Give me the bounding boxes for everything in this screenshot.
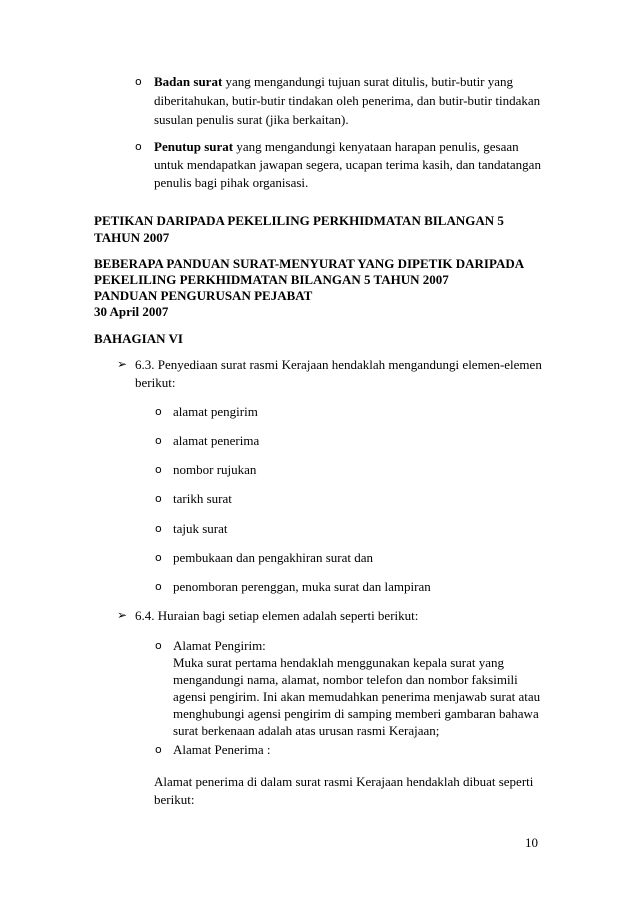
circle-bullet-icon: o [155,522,162,535]
list-item: pembukaan dan pengakhiran surat dan [173,550,373,565]
circle-bullet-icon: o [155,492,162,505]
arrow-bullet-icon: ➢ [117,357,128,371]
circle-bullet-icon: o [155,551,162,564]
text-line: diberitahukan, butir-butir tindakan oleh penerima, dan butir-butir tindakan [154,93,541,108]
term-penutup-surat: Penutup surat [154,139,234,154]
text-line: mengandungi nama, alamat, nombor telefon dan nombor faksimili [173,672,518,687]
text-line: penulis bagi pihak organisasi. [154,175,309,190]
text-line: susulan penulis surat (jika berkaitan). [154,112,349,127]
arrow-bullet-icon: ➢ [117,608,128,622]
heading-petikan-line2: TAHUN 2007 [94,230,170,245]
term-badan-surat: Badan surat [154,74,223,89]
list-item: tajuk surat [173,521,228,536]
heading-petikan-line1: PETIKAN DARIPADA PEKELILING PERKHIDMATAN BILANGAN 5 [94,213,504,228]
text-line: berikut: [154,792,195,807]
alamat-penerima-title: Alamat Penerima : [173,742,271,757]
list-item: alamat pengirim [173,404,258,419]
circle-bullet-icon: o [155,580,162,593]
circle-bullet-icon: o [155,743,162,756]
circle-bullet-icon: o [155,405,162,418]
heading-panduan-line2: PEKELILING PERKHIDMATAN BILANGAN 5 TAHUN 2007 [94,272,449,287]
circle-bullet-icon: o [135,140,142,153]
section-title: BAHAGIAN VI [94,331,183,346]
point-6-4: 6.4. Huraian bagi setiap elemen adalah seperti berikut: [135,608,419,623]
text-line: Alamat penerima di dalam surat rasmi Kerajaan hendaklah dibuat seperti [154,774,534,789]
text-line: untuk mendapatkan jawapan segera, ucapan terima kasih, dan tandatangan [154,157,541,172]
text-line: yang mengandungi kenyataan harapan penulis, gesaan [233,139,519,154]
list-item: penomboran perenggan, muka surat dan lampiran [173,579,431,594]
text-line: yang mengandungi tujuan surat ditulis, butir-butir yang [222,74,514,89]
circle-bullet-icon: o [135,75,142,88]
text-line: agensi pengirim. Ini akan memudahkan penerima menjawab surat atau [173,689,541,704]
point-6-3-line1: 6.3. Penyediaan surat rasmi Kerajaan hendaklah mengandungi elemen-elemen [135,357,542,372]
heading-date: 30 April 2007 [94,304,169,319]
list-item: tarikh surat [173,491,232,506]
text-line: menghubungi agensi pengirim di samping memberi gambaran bahawa [173,706,539,721]
text-line: surat berkenaan adalah atas urusan rasmi Kerajaan; [173,723,440,738]
heading-panduan-line3: PANDUAN PENGURUSAN PEJABAT [94,288,313,303]
circle-bullet-icon: o [155,463,162,476]
page-number: 10 [525,835,538,850]
circle-bullet-icon: o [155,639,162,652]
point-6-3-line2: berikut: [135,375,176,390]
alamat-pengirim-title: Alamat Pengirim: [173,638,266,653]
list-item: nombor rujukan [173,462,257,477]
list-item: alamat penerima [173,433,260,448]
heading-panduan-line1: BEBERAPA PANDUAN SURAT-MENYURAT YANG DIPETIK DARIPADA [94,256,525,271]
circle-bullet-icon: o [155,434,162,447]
text-line: Muka surat pertama hendaklah menggunakan kepala surat yang [173,655,505,670]
